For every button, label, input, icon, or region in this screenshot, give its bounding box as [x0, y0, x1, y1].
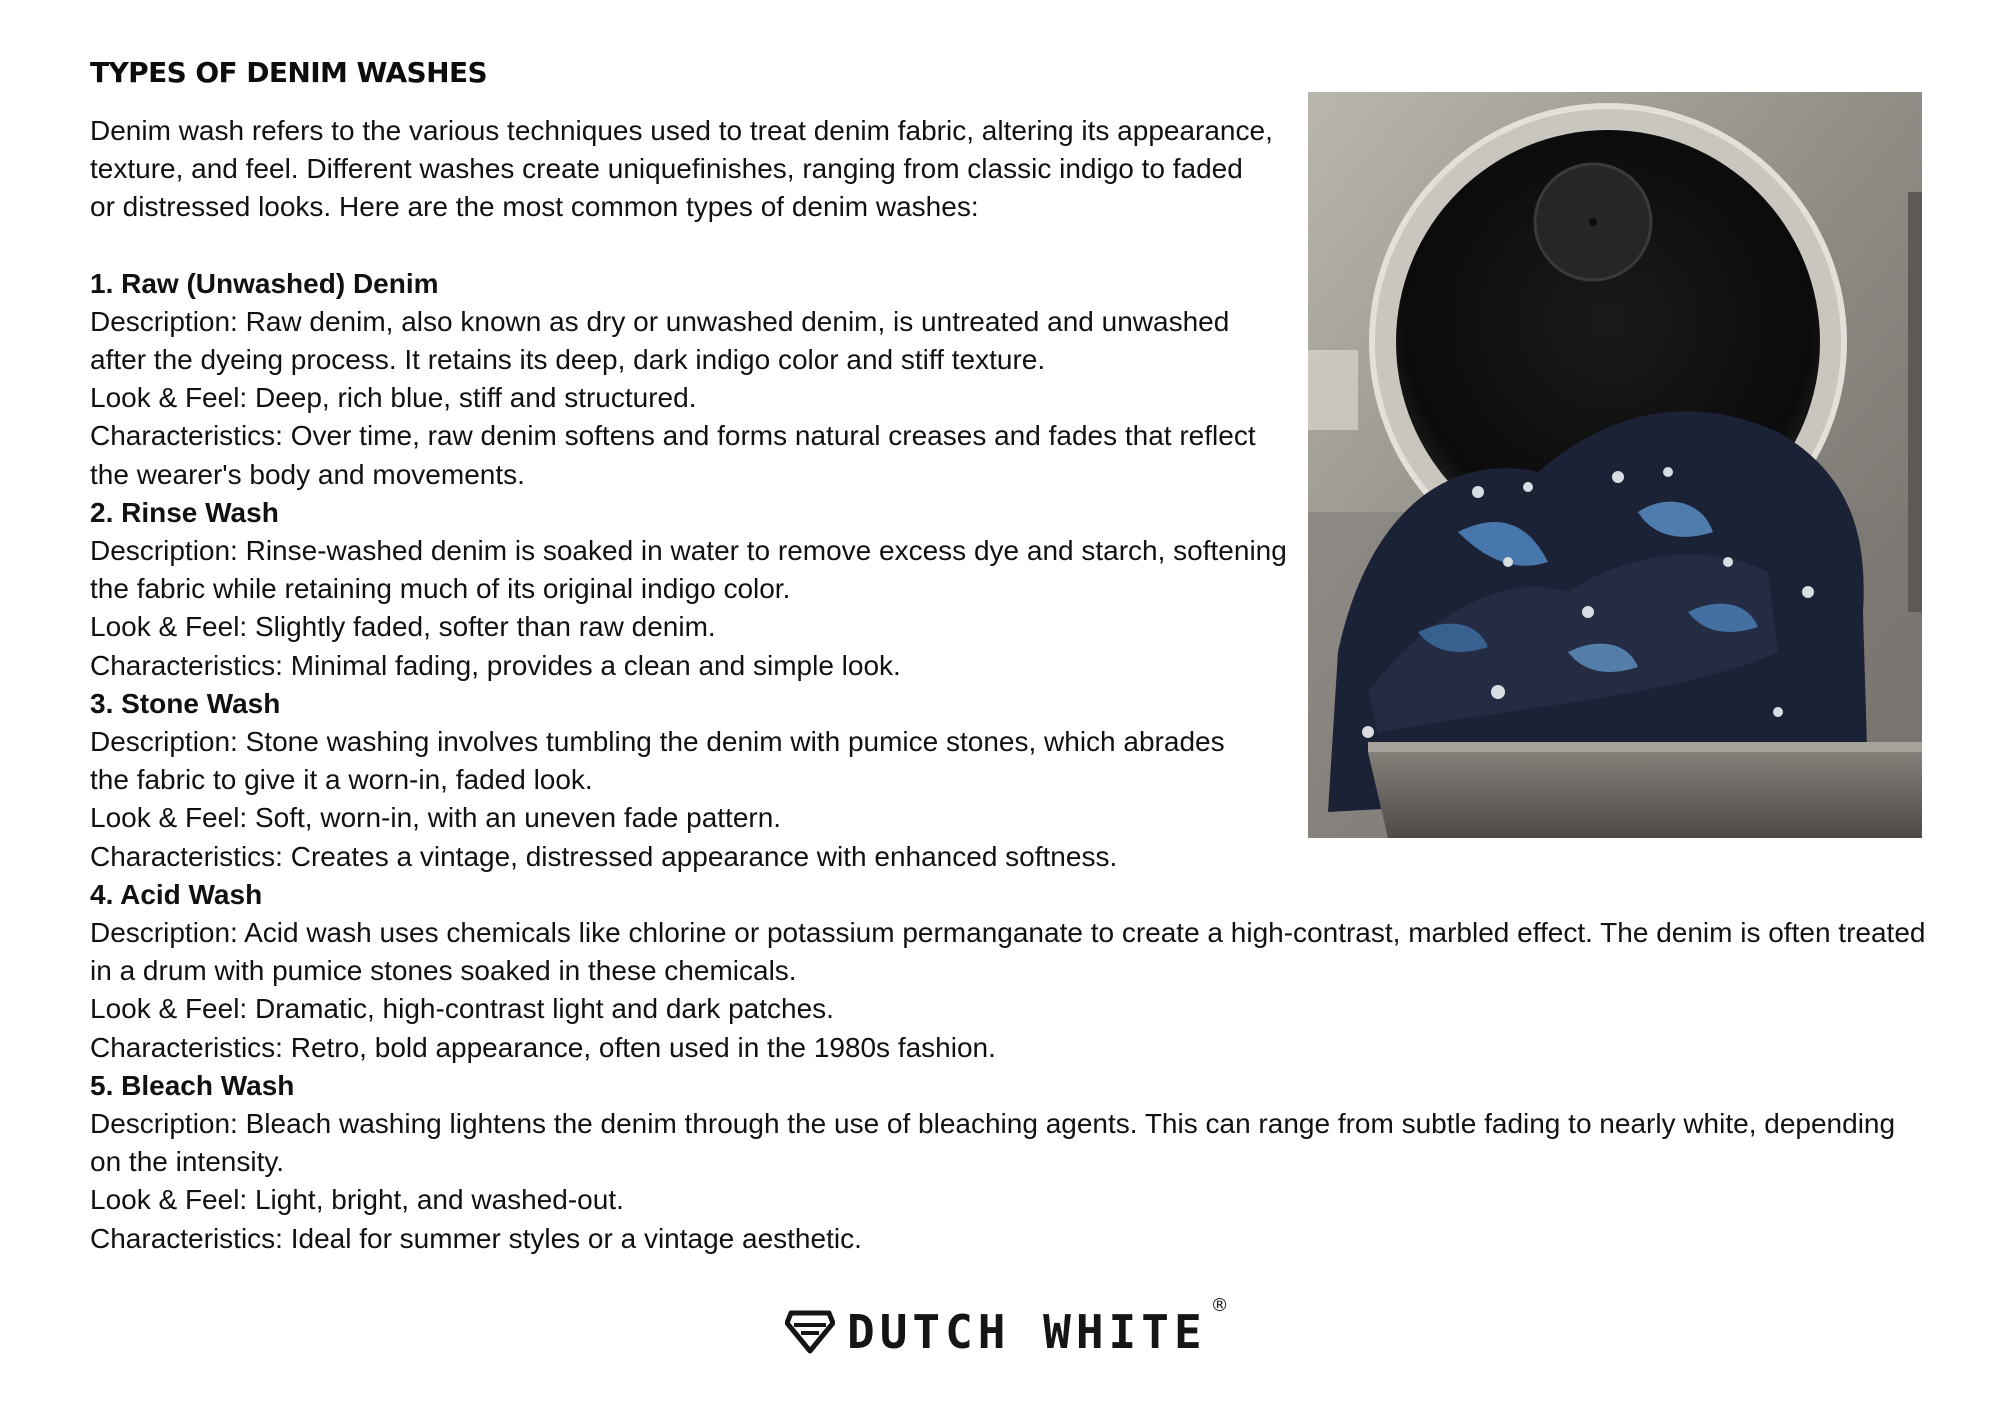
diamond-logo-icon — [785, 1310, 835, 1354]
section-line: the fabric to give it a worn-in, faded look. — [90, 764, 593, 796]
section-line: Description: Rinse-washed denim is soaked in water to remove excess dye and starch, softening — [90, 535, 1287, 567]
intro-line: or distressed looks. Here are the most common types of denim washes: — [90, 191, 979, 223]
section-line: Description: Acid wash uses chemicals like chlorine or potassium permanganate to create a high-contrast, marbled effect. The denim is often treated — [90, 917, 1926, 949]
section-heading: 4. Acid Wash — [90, 878, 263, 910]
registered-mark: ® — [1210, 1295, 1229, 1316]
section-line: Look & Feel: Slightly faded, softer than raw denim. — [90, 611, 716, 643]
section-line: Description: Bleach washing lightens the denim through the use of bleaching agents. This can range from subtle fading to nearly white, depending — [90, 1108, 1896, 1140]
section-heading: 3. Stone Wash — [90, 687, 281, 719]
section-line: Look & Feel: Light, bright, and washed-out. — [90, 1184, 624, 1216]
page-title: TYPES OF DENIM WASHES — [90, 56, 488, 89]
section-line: Look & Feel: Deep, rich blue, stiff and structured. — [90, 382, 697, 414]
section-line: Characteristics: Retro, bold appearance, often used in the 1980s fashion. — [90, 1031, 996, 1063]
section-line: Description: Stone washing involves tumbling the denim with pumice stones, which abrades — [90, 726, 1225, 758]
section-line: Description: Raw denim, also known as dry or unwashed denim, is untreated and unwashed — [90, 305, 1230, 337]
brand-logo — [785, 1295, 1229, 1362]
section-raw-denim — [90, 265, 1290, 494]
section-line: the wearer's body and movements. — [90, 458, 525, 490]
section-heading: 1. Raw (Unwashed) Denim — [90, 267, 439, 299]
brand-name-text: DUTCH WHITE — [847, 1305, 1207, 1359]
section-line: the fabric while retaining much of its original indigo color. — [90, 573, 791, 605]
section-line: Characteristics: Ideal for summer styles or a vintage aesthetic. — [90, 1222, 862, 1254]
intro-paragraph — [90, 112, 1290, 227]
document-body — [90, 112, 1945, 1258]
intro-line: Denim wash refers to the various techniques used to treat denim fabric, altering its appearance, — [90, 115, 1273, 146]
intro-line: texture, and feel. Different washes create uniquefinishes, ranging from classic indigo to faded — [90, 153, 1243, 185]
section-line: Look & Feel: Soft, worn-in, with an uneven fade pattern. — [90, 802, 782, 834]
section-rinse-wash — [90, 494, 1290, 685]
section-line: in a drum with pumice stones soaked in these chemicals. — [90, 955, 797, 987]
section-line: on the intensity. — [90, 1146, 285, 1178]
section-bleach-wash — [90, 1067, 1945, 1258]
section-line: Look & Feel: Dramatic, high-contrast light and dark patches. — [90, 993, 834, 1025]
section-heading: 2. Rinse Wash — [90, 496, 279, 528]
section-heading: 5. Bleach Wash — [90, 1069, 295, 1101]
section-line: after the dyeing process. It retains its deep, dark indigo color and stiff texture. — [90, 344, 1046, 376]
section-line: Characteristics: Creates a vintage, distressed appearance with enhanced softness. — [90, 840, 1118, 872]
section-acid-wash — [90, 876, 1945, 1067]
section-line: Characteristics: Over time, raw denim softens and forms natural creases and fades that reflect — [90, 420, 1256, 452]
section-stone-wash — [90, 685, 1290, 876]
paragraph-spacer — [90, 227, 1945, 265]
section-line: Characteristics: Minimal fading, provides a clean and simple look. — [90, 649, 901, 681]
brand-name — [847, 1295, 1229, 1359]
